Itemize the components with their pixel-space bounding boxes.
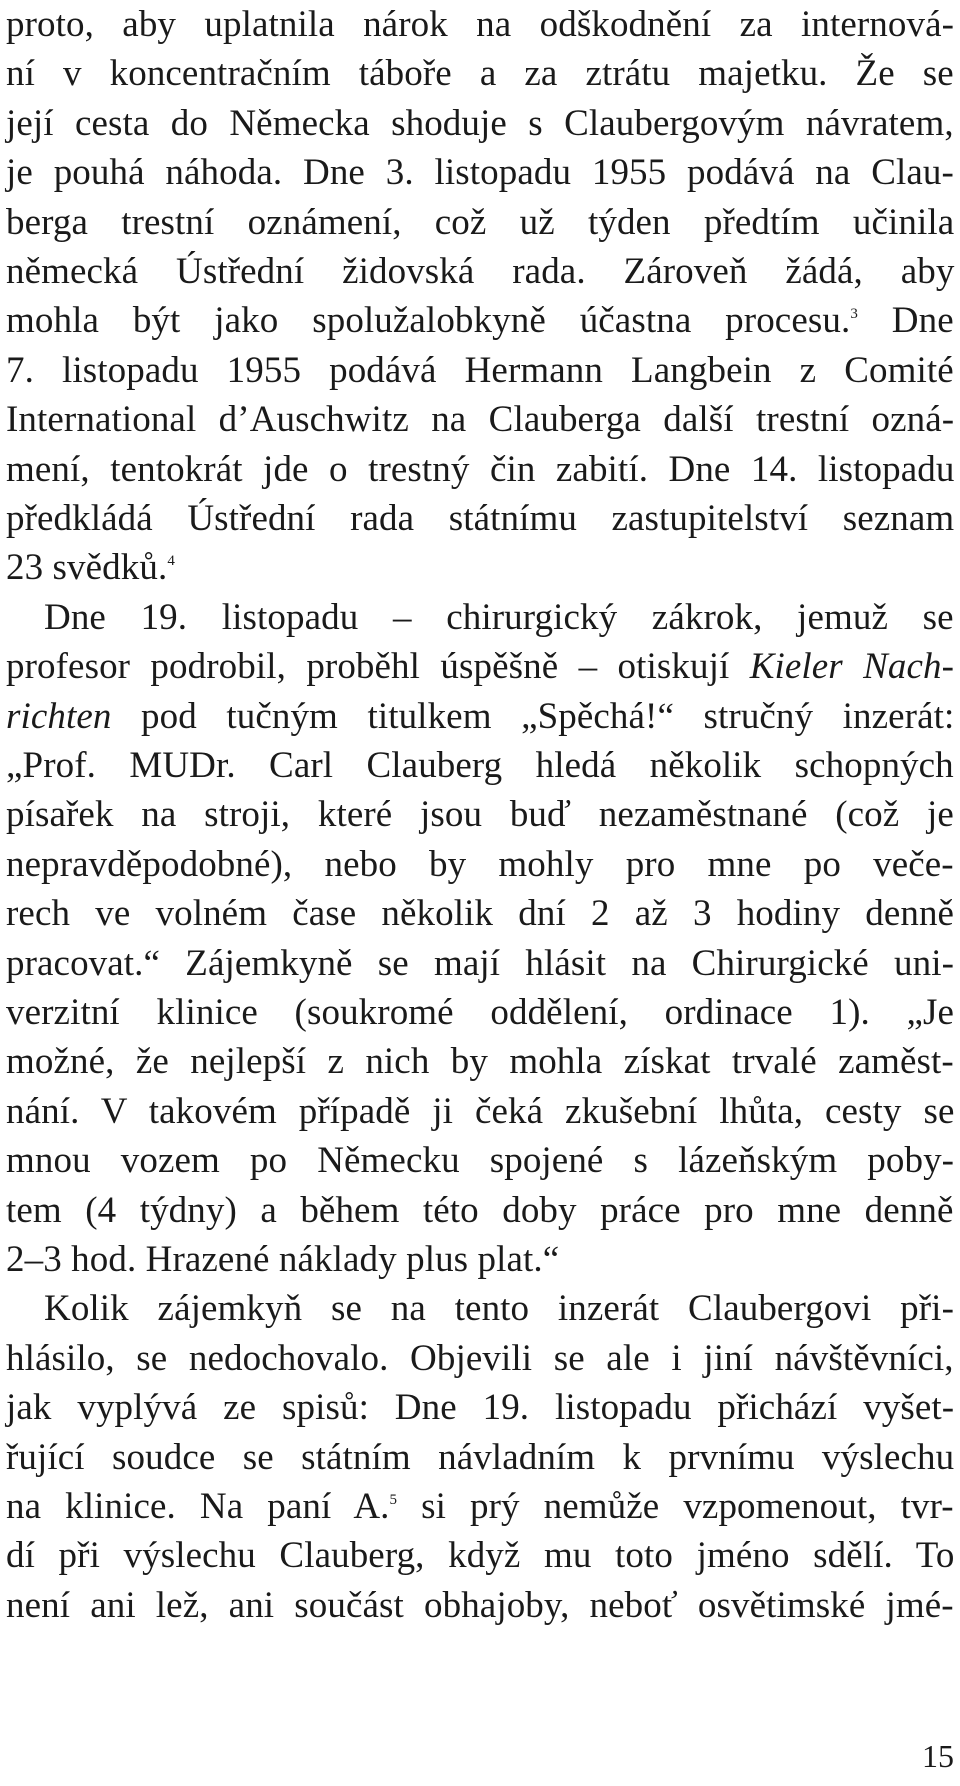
text-line xyxy=(44,593,954,643)
text-line xyxy=(6,840,954,890)
text-line xyxy=(6,1531,954,1581)
text-line xyxy=(6,889,954,939)
text-segment: mení, tentokrát jde o trestný čin zabití. Dne 14. listopadu xyxy=(6,448,955,490)
text-segment: hlásilo, se nedochovalo. Objevili se ale i jiní návštěvníci, xyxy=(6,1337,954,1379)
text-line xyxy=(6,1482,954,1532)
text-segment: si prý nemůže vzpomenout, tvr- xyxy=(397,1486,954,1527)
text-segment: její cesta do Německa shoduje s Claubergovým návratem, xyxy=(6,102,954,144)
text-segment: je pouhá náhoda. Dne 3. listopadu 1955 podává na Clau- xyxy=(6,152,954,194)
text-segment: nepravděpodobné), nebo by mohly pro mne po veče- xyxy=(6,843,954,885)
text-line xyxy=(6,346,954,396)
text-segment: 2–3 hod. Hrazené náklady plus plat.“ xyxy=(6,1239,560,1280)
text-line xyxy=(6,247,954,297)
text-line xyxy=(6,395,954,445)
text-segment: Dne 19. listopadu – chirurgický zákrok, jemuž se xyxy=(44,596,954,638)
text-line xyxy=(6,494,954,544)
text-segment: mnou vozem po Německu spojené s lázeňským poby- xyxy=(6,1140,955,1182)
footnote-reference: 3 xyxy=(850,306,858,323)
text-segment: možné, že nejlepší z nich by mohla získat trvalé zaměst- xyxy=(6,1041,954,1083)
text-line xyxy=(6,1186,954,1236)
text-segment: mohla být jako spolužalobkyně účastna procesu. xyxy=(6,300,851,342)
text-line xyxy=(6,692,954,742)
text-line xyxy=(6,1136,954,1186)
text-line xyxy=(6,1433,954,1483)
text-line xyxy=(6,988,954,1038)
text-line xyxy=(6,939,954,989)
footnote-reference: 4 xyxy=(167,553,175,570)
text-line xyxy=(6,445,954,495)
text-line xyxy=(6,1087,954,1137)
text-line xyxy=(6,0,954,50)
footnote-reference: 5 xyxy=(389,1492,398,1508)
text-line xyxy=(6,1383,954,1433)
text-line xyxy=(6,148,954,198)
text-segment: německá Ústřední židovská rada. Zároveň žádá, aby xyxy=(6,251,955,292)
text-segment: verzitní klinice (soukromé oddělení, ordinace 1). „Je xyxy=(6,992,955,1033)
text-line xyxy=(6,296,954,346)
text-line xyxy=(6,1581,954,1631)
text-segment: 23 svědků. xyxy=(6,547,168,589)
text-segment: dí při výslechu Clauberg, když mu toto jméno sdělí. To xyxy=(6,1535,955,1577)
text-segment: berga trestní oznámení, což už týden předtím učinila xyxy=(6,201,955,243)
text-line xyxy=(6,741,954,791)
text-segment: rech ve volném čase několik dní 2 až 3 hodiny denně xyxy=(6,893,955,935)
text-segment: tem (4 týdny) a během této doby práce pro mne denně xyxy=(6,1189,954,1231)
italic-text: Kieler Nach- xyxy=(749,646,955,688)
text-segment: na klinice. Na paní A. xyxy=(6,1486,390,1527)
italic-text: richten xyxy=(6,695,112,737)
text-line xyxy=(6,642,954,692)
text-segment: International d’Auschwitz na Clauberga další trestní ozná- xyxy=(6,399,955,441)
text-segment: předkládá Ústřední rada státnímu zastupitelství seznam xyxy=(6,498,955,539)
text-line xyxy=(6,543,175,593)
text-line xyxy=(6,790,954,840)
text-line xyxy=(44,1284,954,1334)
text-line xyxy=(6,99,954,149)
page-number: 15 xyxy=(922,1738,954,1774)
text-segment: řující soudce se státním návladním k prvnímu výslechu xyxy=(6,1436,955,1478)
text-segment: Dne xyxy=(857,300,954,342)
text-segment: proto, aby uplatnila nárok na odškodnění za internová- xyxy=(6,4,955,45)
text-line xyxy=(6,1037,954,1087)
text-line xyxy=(6,1334,954,1384)
text-segment: písařek na stroji, které jsou buď nezaměstnané (což je xyxy=(6,794,954,836)
text-segment: nání. V takovém případě ji čeká zkušební lhůta, cesty se xyxy=(6,1090,955,1132)
text-segment: profesor podrobil, proběhl úspěšně – otiskují xyxy=(6,646,750,688)
text-line xyxy=(6,49,954,99)
text-segment: jak vyplývá ze spisů: Dne 19. listopadu přichází vyšet- xyxy=(6,1387,955,1429)
text-line xyxy=(6,198,954,248)
text-line xyxy=(6,1235,559,1285)
text-segment: Kolik zájemkyň se na tento inzerát Claubergovi při- xyxy=(44,1288,954,1330)
text-segment: ní v koncentračním táboře a za ztrátu majetku. Že se xyxy=(6,53,954,95)
text-segment: 7. listopadu 1955 podává Hermann Langbein z Comité xyxy=(6,349,954,391)
text-segment: pod tučným titulkem „Spěchá!“ stručný inzerát: xyxy=(111,695,955,737)
text-segment: pracovat.“ Zájemkyně se mají hlásit na Chirurgické uni- xyxy=(6,942,955,984)
text-segment: „Prof. MUDr. Carl Clauberg hledá několik schopných xyxy=(6,745,954,786)
text-segment: není ani lež, ani součást obhajoby, neboť osvětimské jmé- xyxy=(6,1584,954,1626)
